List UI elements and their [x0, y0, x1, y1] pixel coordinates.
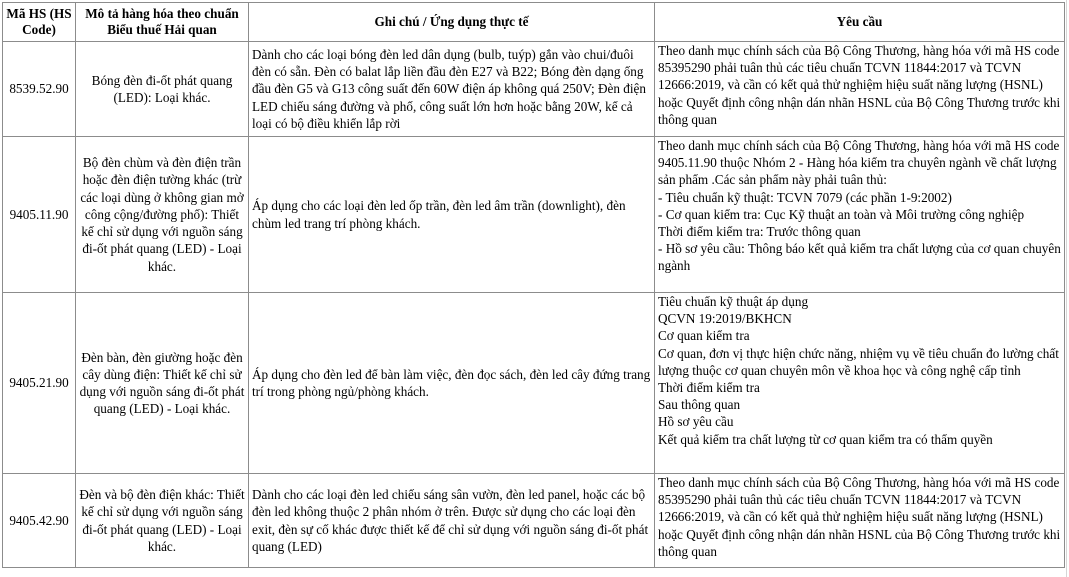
- sheet-edge-divider: [1066, 0, 1067, 577]
- header-note: Ghi chú / Ứng dụng thực tế: [249, 3, 655, 42]
- header-hs-code: Mã HS (HS Code): [3, 3, 76, 42]
- requirement-line: - Tiêu chuẩn kỹ thuật: TCVN 7079 (các phần 1-9:2002): [658, 189, 952, 205]
- header-description: Mô tả hàng hóa theo chuẩn Biểu thuế Hải quan: [76, 3, 249, 42]
- requirement-line: - Cơ quan kiểm tra: Cục Kỹ thuật an toàn và Môi trường công nghiệp: [658, 206, 1025, 222]
- table-row: [3, 42, 1065, 137]
- requirement-line: Theo danh mục chính sách của Bộ Công Thương, hàng hóa với mã HS code 9405.11.90 thuộc Nhóm 2 - Hàng hóa kiểm tra chuyên ngành về chất lượng sản phẩm .Các sản phẩm này phải tuân thủ:: [658, 138, 1060, 188]
- table-row: [3, 474, 1065, 568]
- hs-code-cell: 9405.21.90: [3, 293, 76, 474]
- hs-code-cell: 9405.11.90: [3, 137, 76, 293]
- requirement-line: Cơ quan, đơn vị thực hiện chức năng, nhiệm vụ về tiêu chuẩn đo lường chất lượng thuộc cơ quan chuyên môn về khoa học và công nghệ cấp tỉnh: [658, 345, 1059, 378]
- hs-code-cell: 8539.52.90: [3, 42, 76, 137]
- hs-code-table: [2, 2, 1065, 568]
- hs-code-cell: 9405.42.90: [3, 474, 76, 568]
- description-cell: Đèn bàn, đèn giường hoặc đèn cây dùng điện: Thiết kế chỉ sử dụng với nguồn sáng đi-ốt phát quang (LED) - Loại khác.: [76, 293, 249, 474]
- requirement-cell: Theo danh mục chính sách của Bộ Công Thương, hàng hóa với mã HS code 85395290 phải tuân thủ các tiêu chuẩn TCVN 11844:2017 và TCVN 12666:2019, và cần có kết quả thử nghiệm hiệu suất năng lượng (HSNL) hoặc Quyết định công nhận dán nhãn HSNL của Bộ Công Thương trước khi thông quan: [655, 474, 1065, 568]
- note-cell: Dành cho các loại đèn led chiếu sáng sân vườn, đèn led panel, hoặc các bộ đèn led không thuộc 2 phân nhóm ở trên. Được sử dụng cho các loại đèn exit, đèn sự cố khác được thiết kế để chỉ sử dụng với nguồn sáng đi-ốt phát quang (LED): [249, 474, 655, 568]
- requirement-line: Sau thông quan: [658, 397, 741, 413]
- requirement-cell: Theo danh mục chính sách của Bộ Công Thương, hàng hóa với mã HS code 85395290 phải tuân thủ các tiêu chuẩn TCVN 11844:2017 và TCVN 12666:2019, và cần có kết quả thử nghiệm hiệu suất năng lượng (HSNL) hoặc Quyết định công nhận dán nhãn HSNL của Bộ Công Thương trước khi thông quan: [655, 42, 1065, 137]
- note-cell: Áp dụng cho đèn led để bàn làm việc, đèn đọc sách, đèn led cây đứng trang trí trong phòng ngủ/phòng khách.: [249, 293, 655, 474]
- table-row: [3, 293, 1065, 474]
- header-row: [3, 3, 1065, 42]
- description-cell: Bóng đèn đi-ốt phát quang (LED): Loại khác.: [76, 42, 249, 137]
- note-cell: Dành cho các loại bóng đèn led dân dụng (bulb, tuýp) gắn vào chui/đuôi đèn có sẵn. Đèn có balat lắp liền đầu đèn E27 và B22; Bóng đèn dạng ống đầu đèn G5 và G13 công suất đến 60W điện áp không quá 250V; Đèn điện LED chiếu sáng đường và phố, công suất lớn hơn hoặc bằng 20W, kể cả loại có bộ điều khiển lắp rời: [249, 42, 655, 137]
- table-row: [3, 137, 1065, 293]
- requirement-line: Thời điểm kiểm tra: [658, 380, 760, 396]
- requirement-cell: [655, 137, 1065, 293]
- description-cell: Bộ đèn chùm và đèn điện trần hoặc đèn điện tường khác (trừ các loại dùng ở không gian mở công cộng/đường phố): Thiết kế chỉ sử dụng với nguồn sáng đi-ốt phát quang (LED) - Loại khác.: [76, 137, 249, 293]
- requirement-cell: [655, 293, 1065, 474]
- requirement-line: QCVN 19:2019/BKHCN: [658, 311, 792, 327]
- requirement-line: Kết quả kiểm tra chất lượng từ cơ quan kiểm tra có thẩm quyền: [658, 431, 993, 447]
- note-cell: Áp dụng cho các loại đèn led ốp trần, đèn led âm trần (downlight), đèn chùm led trang trí phòng khách.: [249, 137, 655, 293]
- requirement-line: Hồ sơ yêu cầu: [658, 414, 734, 430]
- requirement-line: Tiêu chuẩn kỹ thuật áp dụng: [658, 294, 809, 309]
- header-requirement: Yêu cầu: [655, 3, 1065, 42]
- requirement-line: - Hồ sơ yêu cầu: Thông báo kết quả kiểm tra chất lượng của cơ quan chuyên ngành: [658, 241, 1061, 274]
- description-cell: Đèn và bộ đèn điện khác: Thiết kế chỉ sử dụng với nguồn sáng đi-ốt phát quang (LED) - Loại khác.: [76, 474, 249, 568]
- requirement-line: Cơ quan kiểm tra: [658, 328, 750, 344]
- requirement-line: Thời điểm kiểm tra: Trước thông quan: [658, 224, 861, 240]
